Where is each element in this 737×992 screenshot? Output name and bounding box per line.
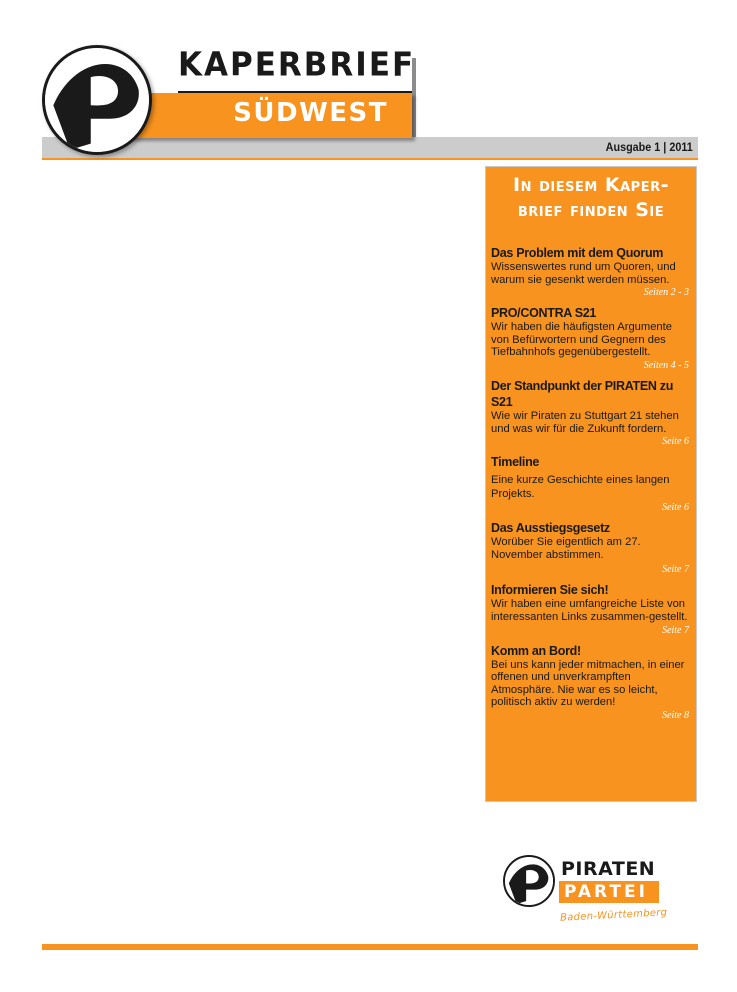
- toc-entry-page: Seite 7: [662, 564, 689, 576]
- masthead-subtitle: SÜDWEST: [233, 98, 388, 128]
- toc-entry-page: Seite 8: [662, 709, 689, 721]
- pirate-flag-icon: [42, 45, 152, 155]
- toc-entry[interactable]: [491, 582, 691, 636]
- toc-entry-page: Seite 7: [662, 624, 689, 636]
- header-accent-line: [42, 158, 698, 160]
- toc-entry-text: Bei uns kann jeder mitmachen, in einer offenen und unverkrampften Atmosphäre. Nie war es so leicht, politisch aktiv zu werden!: [491, 658, 685, 709]
- toc-entry-title: Das Ausstiegsgesetz: [491, 521, 610, 536]
- toc-list: [491, 245, 691, 729]
- party-name-line1: PIRATEN: [561, 858, 656, 880]
- table-of-contents: [485, 166, 697, 802]
- masthead-title: KAPERBRIEF: [178, 46, 416, 84]
- party-region: Baden-Württemberg: [559, 907, 668, 924]
- toc-entry-title: PRO/CONTRA S21: [491, 306, 597, 321]
- party-name-line2: PARTEI: [564, 882, 648, 902]
- party-logo: [500, 852, 680, 932]
- toc-entry[interactable]: [491, 454, 691, 514]
- toc-entry-text: Wissenswertes rund um Quoren, und warum sie gesenkt werden müssen.: [491, 261, 676, 286]
- pirate-flag-small-icon: [503, 855, 555, 907]
- toc-entry-title: Informieren Sie sich!: [491, 583, 609, 598]
- toc-entry-text: Wir haben die häufigsten Argumente von Befürwortern und Gegnern des Tiefbahnhofs gegenübergestellt.: [491, 321, 672, 359]
- toc-entry-title: Das Problem mit dem Quorum: [491, 246, 664, 260]
- toc-entry-text: Wir haben eine umfangreiche Liste von interessanten Links zusammen-gestellt.: [491, 598, 688, 623]
- toc-entry-title: Der Standpunkt der PIRATEN zu S21: [491, 378, 674, 409]
- toc-entry[interactable]: [491, 378, 691, 448]
- toc-heading: [492, 173, 690, 223]
- toc-entry-page: Seite 6: [662, 436, 689, 448]
- issue-label: Ausgabe 1 | 2011: [605, 140, 693, 154]
- toc-entry-title: Timeline: [491, 455, 540, 470]
- toc-entry-text: Wie wir Piraten zu Stuttgart 21 stehen und was wir für die Zukunft fordern.: [491, 409, 679, 435]
- toc-entry[interactable]: [491, 245, 691, 299]
- toc-entry-page: Seiten 4 - 5: [643, 359, 689, 371]
- toc-entry-text: Worüber Sie eigentlich am 27. November abstimmen.: [491, 536, 641, 561]
- toc-entry-title: Komm an Bord!: [491, 643, 581, 658]
- toc-entry-text: Eine kurze Geschichte eines langen Projekts.: [491, 474, 670, 501]
- header-band: [42, 137, 698, 158]
- toc-heading-line2: brief finden Sie: [517, 199, 665, 221]
- toc-entry[interactable]: [491, 520, 691, 576]
- toc-heading-line1: In diesem Kaper-: [513, 174, 669, 196]
- toc-entry-page: Seite 6: [662, 502, 689, 514]
- footer-accent-line: [42, 944, 698, 950]
- toc-entry-page: Seiten 2 - 3: [643, 287, 689, 299]
- toc-entry[interactable]: [491, 305, 691, 372]
- toc-entry[interactable]: [491, 643, 691, 722]
